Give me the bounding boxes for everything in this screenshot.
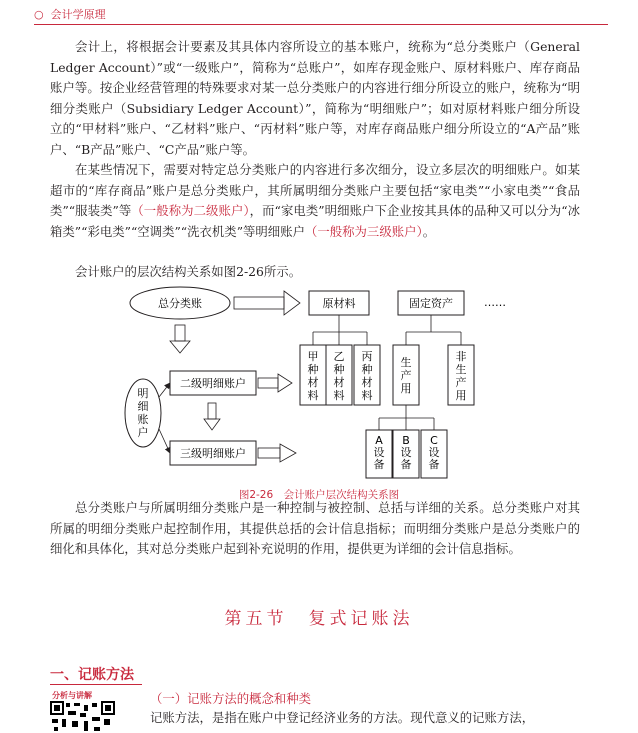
diagram-ellipsis: ……	[484, 296, 506, 309]
detail-accounts-label: 明细账户	[137, 387, 149, 439]
heading-underline	[50, 684, 142, 685]
material-label: 丙种材料	[361, 350, 373, 402]
equipment-items	[366, 430, 447, 478]
arrow-general-to-accounts	[234, 291, 300, 315]
highlighted-note: （一般称为二级账户）	[131, 203, 250, 218]
paragraph-control-relationship: 总分类账户与所属明细分类账户是一种控制与被控制、总括与详细的关系。总分类账户对其所属的明细分类账户起控制作用，其提供总括的会计信息指标；而明细分类账户是总分类账户的细化和具体化，其对总分类账户起到补充说明的作用，提供更为详细的会计信息指标。	[50, 500, 580, 556]
fixed-assets-box	[398, 291, 464, 315]
text-run: 会计上，将根据会计要素及其具体内容所设立的基本账户，统称为“总分类账户（General Ledger Account）”或“一级账户”，简称为“总账户”，如库存现金账户、原材料账户、库存商品账户等。按企业经营管理的特殊要求对某一总分类账户的内容进行细分所设立的账户，统称为“明细分类账户（Subsidiary Ledger Account）”，简称为“明细账户”；如对原材料账户细分所设立的“甲材料”账户、“乙材料”账户、“丙材料”账户等，对库存商品账户细分所设立的“A产品”账户、“B产品”账户、“C产品”账户等。	[50, 39, 580, 157]
text-run: 会计账户的层次结构关系如图2-26所示。	[75, 264, 302, 279]
material-items	[300, 345, 380, 405]
heading-concept-and-types: （一）记账方法的概念和种类	[150, 691, 312, 706]
usage-items	[393, 345, 474, 405]
running-header: ○ 会计学原理	[34, 8, 106, 21]
general-ledger-oval	[130, 287, 230, 319]
figure-caption: 图2-26 会计账户层次结构关系图	[238, 489, 400, 501]
heading-bookkeeping-methods: 一、记账方法	[50, 667, 134, 683]
svg-text:总分类账: 总分类账	[158, 297, 202, 310]
production-label: 生产用	[400, 356, 412, 395]
arrow-down-hollow-2	[204, 403, 220, 430]
equipment-label: A 设备	[373, 434, 385, 471]
qr-code-icon[interactable]	[50, 701, 116, 733]
highlighted-note: （一般称为三级账户）	[304, 223, 423, 239]
svg-text:固定资产: 固定资产	[409, 297, 453, 310]
material-label: 乙种材料	[333, 350, 345, 402]
raw-materials-box	[309, 291, 369, 315]
arrow-third-to-equipment	[258, 444, 296, 462]
svg-text:二级明细账户: 二级明细账户	[180, 377, 246, 390]
text-run: 在某些情况下，需要对特定总分类账户的内容进行多次细分，设立多层次的明细账户。如某超市的“库存商品”账户是总分类账户，其所属明细分类账户主要包括“家电类”“小家电类”“食品类”“服装类”等	[50, 162, 580, 218]
text-run: ，而“家电类”明细账户下企业按其具体的品种又可以分为“冰箱类”“彩电类”“空调类”“洗衣机类”等明细账户	[50, 203, 580, 239]
text-run: 。	[422, 223, 436, 239]
svg-text:原材料: 原材料	[322, 297, 356, 310]
equipment-label: B 设备	[400, 434, 412, 471]
equipment-label: C 设备	[428, 434, 440, 471]
second-level-box	[170, 371, 256, 395]
third-level-box	[170, 441, 256, 465]
non-production-label: 非生产用	[455, 350, 467, 402]
material-label: 甲种材料	[307, 350, 319, 402]
arrow-down-hollow-1	[170, 325, 190, 353]
detail-accounts-oval	[125, 379, 161, 447]
paragraph-bookkeeping-definition: 记账方法，是指在账户中登记经济业务的方法。现代意义的记账方法，	[150, 710, 535, 725]
svg-text:三级明细账户: 三级明细账户	[180, 447, 246, 460]
qr-label: 分析与讲解	[52, 691, 92, 700]
section-title: 第五节 复式记账法	[224, 609, 414, 629]
arrow-second-to-materials	[258, 374, 292, 392]
